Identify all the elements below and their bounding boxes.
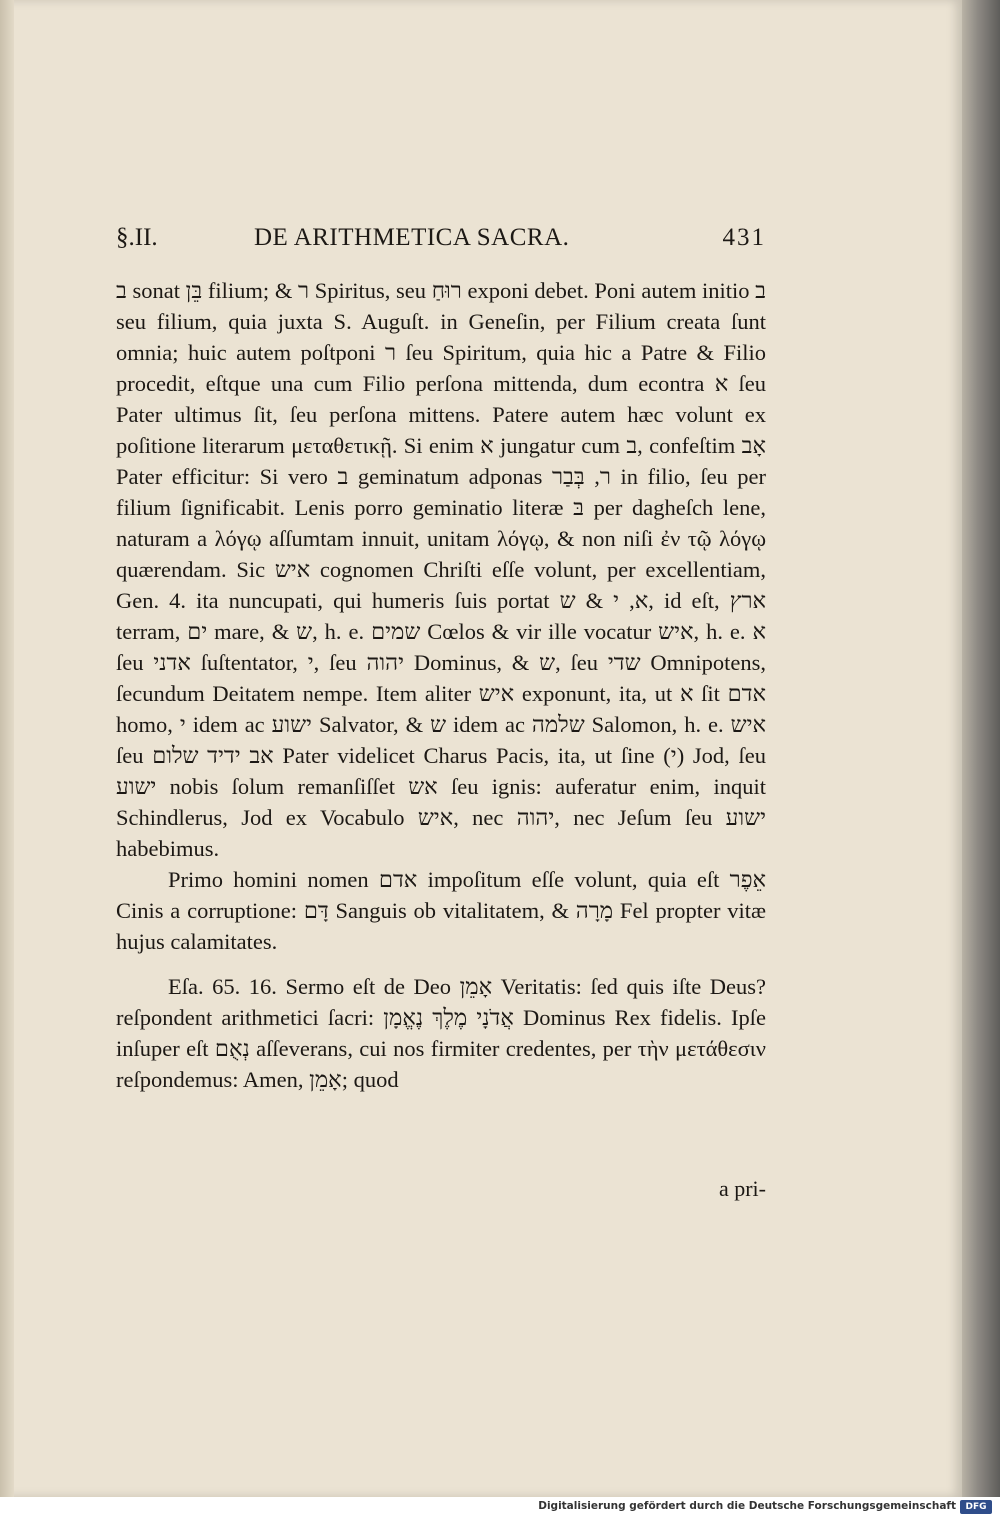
catchword: a pri- (718, 1176, 766, 1201)
page-number: 431 (722, 224, 766, 251)
footer-bar (0, 1497, 1000, 1518)
paragraph: Primo homini nomen אדם impoſitum eſſe volunt, quia eſt אֵפֶר Cinis a corruptione: דָּם Sanguis ob vitalitatem, & מָרָה Fel propter vitæ hujus calamitates. (116, 867, 767, 954)
body-text (116, 275, 766, 1095)
running-title: DE ARITHMETICA SACRA. (254, 224, 570, 251)
paragraph: ב sonat בֵּן filium; & ר Spiritus, seu רוּחַ exponi debet. Poni autem initio ב seu filium, quia juxta S. Auguſt. in Geneſin, per Filium creata ſunt omnia; huic autem poſtponi ר ſeu Spiritum, quia hic a Patre & Filio procedit, eſtque una cum Filio perſona mittenda, dum econtra א ſeu Pater ultimus ſit, ſeu perſona mittens. Patere autem hæc volunt ex poſitione literarum μεταθετικῇ. Si enim א jungatur cum ב, confeſtim אָב Pater efficitur: Si vero ב geminatum adponas ר, בְּבַר in filio, ſeu per filium ſignificabit. Lenis porro geminatio literæ בּ per dagheſch lene, naturam a λόγῳ aſſumtam innuit, unitam λόγῳ, & non niſi ἐν τῷ λόγῳ quærendam. Sic איש cognomen Chriſti eſſe volunt, per excellentiam, Gen. 4. ita nuncupati, qui humeris ſuis portat א, י & ש, id eſt, ארץ terram, ים mare, & ש, h. e. שמים Cœlos & vir ille vocatur איש, h. e. א ſeu אדני ſuſtentator, י, ſeu יהוה Dominus, & ש, ſeu שדי Omnipotens, ſecundum Deitatem nempe. Item aliter איש exponunt, ita, ut א ſit אדם homo, י idem ac ישוע Salvator, & ש idem ac שלמה Salomon, h. e. איש ſeu אב ידיד שלום Pater videlicet Charus Pacis, ita, ut ſine (י) Jod, ſeu ישוע nobis ſolum remanſiſſet אש ſeu ignis: auferatur enim, inquit Schindlerus, Jod ex Vocabulo איש, nec יהוה, nec Jeſum ſeu ישוע habebimus. (116, 278, 767, 861)
page-edge-shadow (962, 0, 1000, 1497)
running-header (116, 222, 766, 262)
section-marker: §.II. (116, 224, 158, 251)
gutter-strip (0, 0, 14, 1497)
dfg-logo: DFG (960, 1500, 992, 1514)
paragraph: Eſa. 65. 16. Sermo eſt de Deo אָמֵן Veritatis: ſed quis iſte Deus? reſpondent arithmetici ſacri: אֲדֹנָי מֶלֶךְ נֶאֱמָן Dominus Rex fidelis. Ipſe inſuper eſt נְאֻם aſſeverans, cui nos firmiter credentes, per τὴν μετάθεσιν reſpondemus: Amen, אָמֵן; quod (116, 974, 767, 1092)
funding-credit: Digitalisierung gefördert durch die Deutsche Forschungsgemeinschaft (538, 1500, 956, 1512)
